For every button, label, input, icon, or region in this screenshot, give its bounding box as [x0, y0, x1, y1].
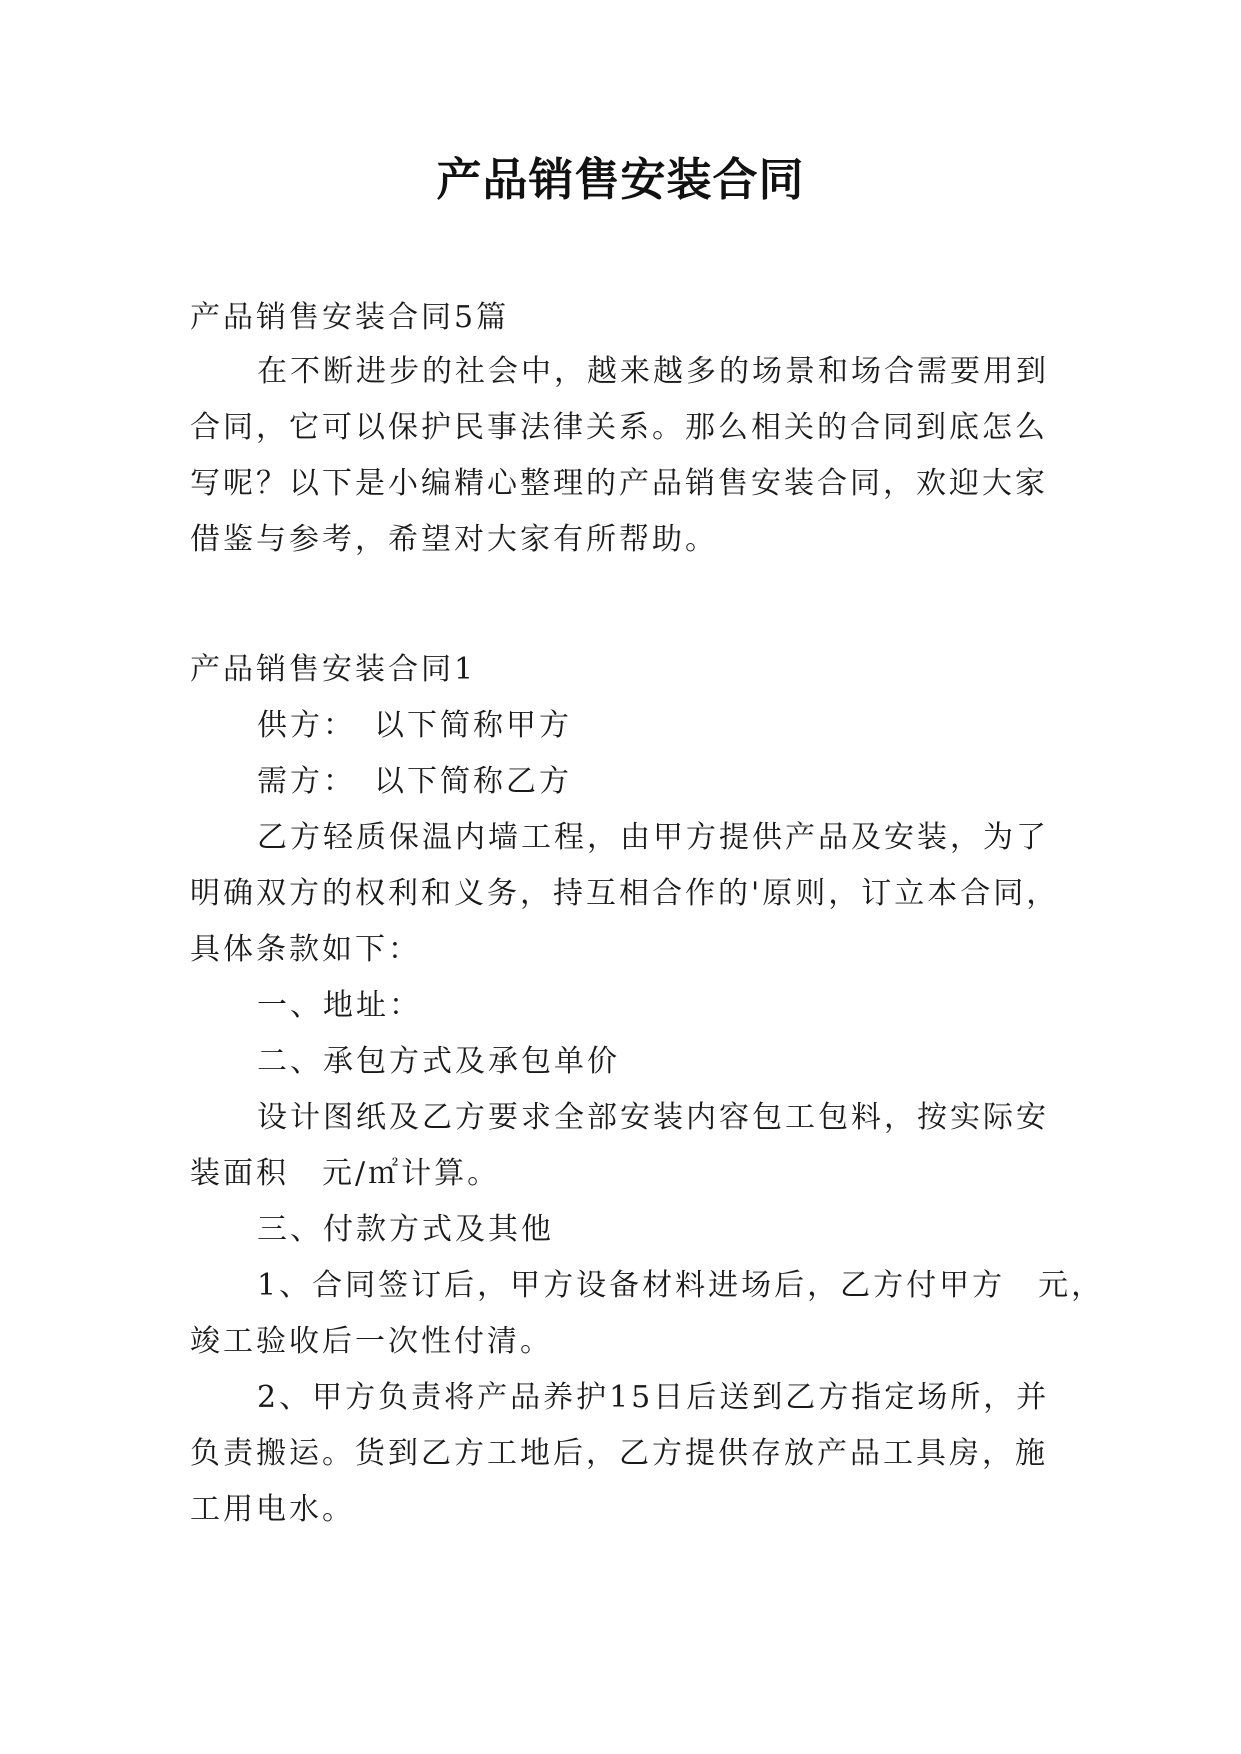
supplier-line: 供方： 以下简称甲方 [257, 708, 572, 743]
clause-3-item-2-line-3: 工用电水。 [190, 1492, 355, 1527]
preamble-line-2: 明确双方的权利和义务，持互相合作的'原则，订立本合同， [190, 876, 1060, 911]
doc-subtitle: 产品销售安装合同5篇 [190, 300, 510, 335]
intro-line-2: 合同，它可以保护民事法律关系。那么相关的合同到底怎么 [190, 410, 1048, 445]
clause-3-item-2-line-1: 2、甲方负责将产品养护15日后送到乙方指定场所，并 [257, 1380, 1050, 1415]
clause-1-heading: 一、地址： [257, 988, 422, 1023]
intro-line-1: 在不断进步的社会中，越来越多的场景和场合需要用到 [257, 354, 1049, 389]
buyer-line: 需方： 以下简称乙方 [257, 764, 572, 799]
clause-3-heading: 三、付款方式及其他 [257, 1212, 554, 1247]
clause-2-heading: 二、承包方式及承包单价 [257, 1044, 620, 1079]
document-title: 产品销售安装合同 [436, 153, 805, 206]
contract-1-heading: 产品销售安装合同1 [190, 652, 477, 687]
clause-2-line-2: 装面积 元/㎡计算。 [190, 1156, 501, 1191]
clause-3-item-1-line-2: 竣工验收后一次性付清。 [190, 1324, 553, 1359]
preamble-line-1: 乙方轻质保温内墙工程，由甲方提供产品及安装，为了 [257, 820, 1049, 855]
intro-line-3: 写呢？以下是小编精心整理的产品销售安装合同，欢迎大家 [190, 466, 1048, 501]
clause-3-item-1-line-1: 1、合同签订后，甲方设备材料进场后，乙方付甲方 元， [257, 1268, 1105, 1303]
clause-3-item-2-line-2: 负责搬运。货到乙方工地后，乙方提供存放产品工具房，施 [190, 1436, 1048, 1471]
preamble-line-3: 具体条款如下： [190, 932, 421, 967]
intro-line-4: 借鉴与参考，希望对大家有所帮助。 [190, 522, 718, 557]
clause-2-line-1: 设计图纸及乙方要求全部安装内容包工包料，按实际安 [257, 1100, 1049, 1135]
